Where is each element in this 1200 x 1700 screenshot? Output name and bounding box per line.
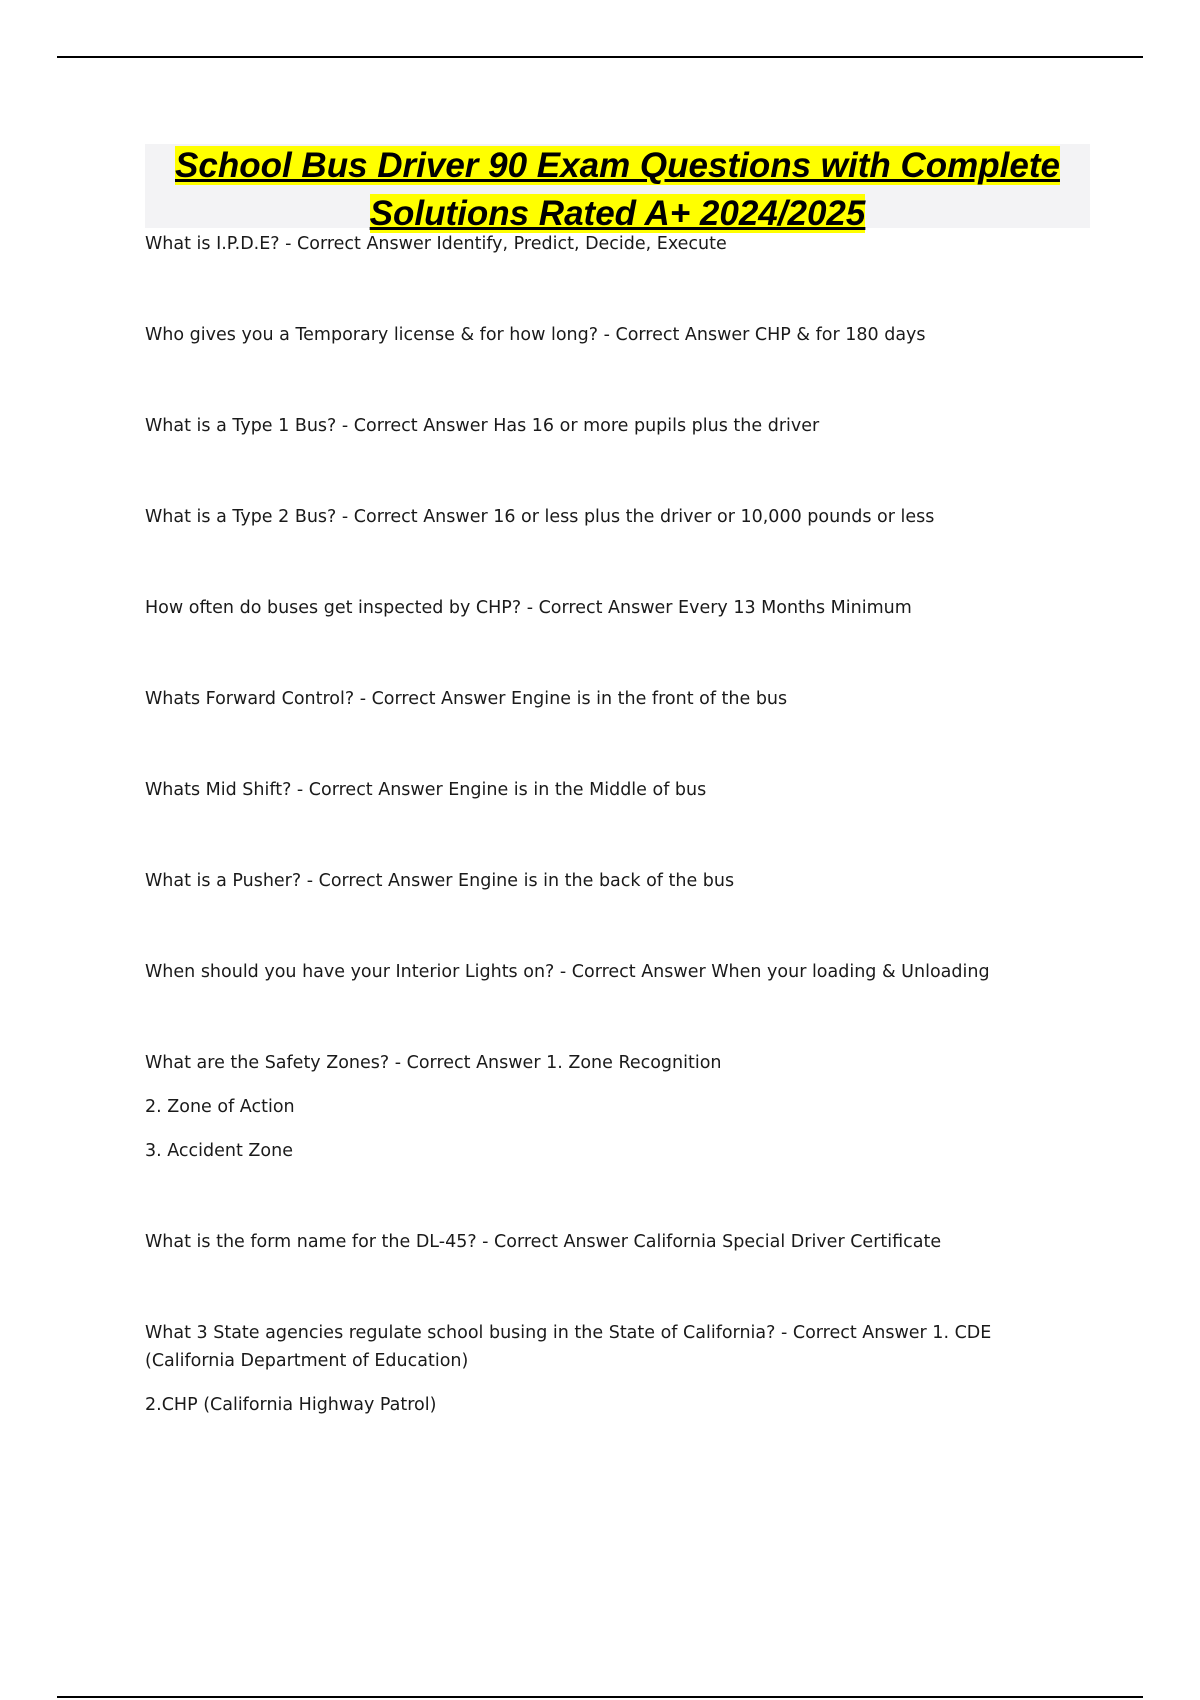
qa-item [145, 503, 1045, 531]
qa-text: What is a Type 1 Bus? - Correct Answer Has 16 or more pupils plus the driver [145, 416, 820, 436]
bottom-rule [57, 1696, 1143, 1698]
qa-item [145, 958, 1045, 986]
qa-item [145, 412, 1045, 440]
qa-text: How often do buses get inspected by CHP? - Correct Answer Every 13 Months Minimum [145, 598, 912, 618]
qa-item [145, 1319, 1045, 1419]
qa-item [145, 1228, 1045, 1256]
qa-text: What is the form name for the DL-45? - Correct Answer California Special Driver Certificate [145, 1232, 942, 1252]
title-line-1: School Bus Driver 90 Exam Questions with Complete [175, 146, 1060, 185]
qa-item [145, 1049, 1045, 1165]
qa-item [145, 867, 1045, 895]
qa-text: What is a Pusher? - Correct Answer Engine is in the back of the bus [145, 871, 735, 891]
question-list [145, 230, 1045, 1419]
qa-text: Who gives you a Temporary license & for how long? - Correct Answer CHP & for 180 days [145, 325, 926, 345]
title-line-2: Solutions Rated A+ 2024/2025 [369, 194, 866, 233]
qa-text: Whats Forward Control? - Correct Answer Engine is in the front of the bus [145, 689, 788, 709]
qa-text: What 3 State agencies regulate school busing in the State of California? - Correct Answer 1. CDE (California Department of Education) [145, 1323, 992, 1371]
qa-text: What is a Type 2 Bus? - Correct Answer 16 or less plus the driver or 10,000 pounds or less [145, 507, 935, 527]
qa-text: What is I.P.D.E? - Correct Answer Identify, Predict, Decide, Execute [145, 234, 727, 254]
qa-text: When should you have your Interior Lights on? - Correct Answer When your loading & Unloading [145, 962, 990, 982]
qa-continuation: 2. Zone of Action [145, 1097, 295, 1117]
qa-continuation: 2.CHP (California Highway Patrol) [145, 1395, 437, 1415]
qa-item [145, 776, 1045, 804]
qa-text: What are the Safety Zones? - Correct Answer 1. Zone Recognition [145, 1053, 722, 1073]
document-title [145, 144, 1090, 233]
top-rule [57, 56, 1143, 58]
qa-item [145, 230, 1045, 258]
qa-text: Whats Mid Shift? - Correct Answer Engine is in the Middle of bus [145, 780, 707, 800]
qa-item [145, 685, 1045, 713]
qa-continuation: 3. Accident Zone [145, 1141, 293, 1161]
qa-item [145, 321, 1045, 349]
qa-item [145, 594, 1045, 622]
